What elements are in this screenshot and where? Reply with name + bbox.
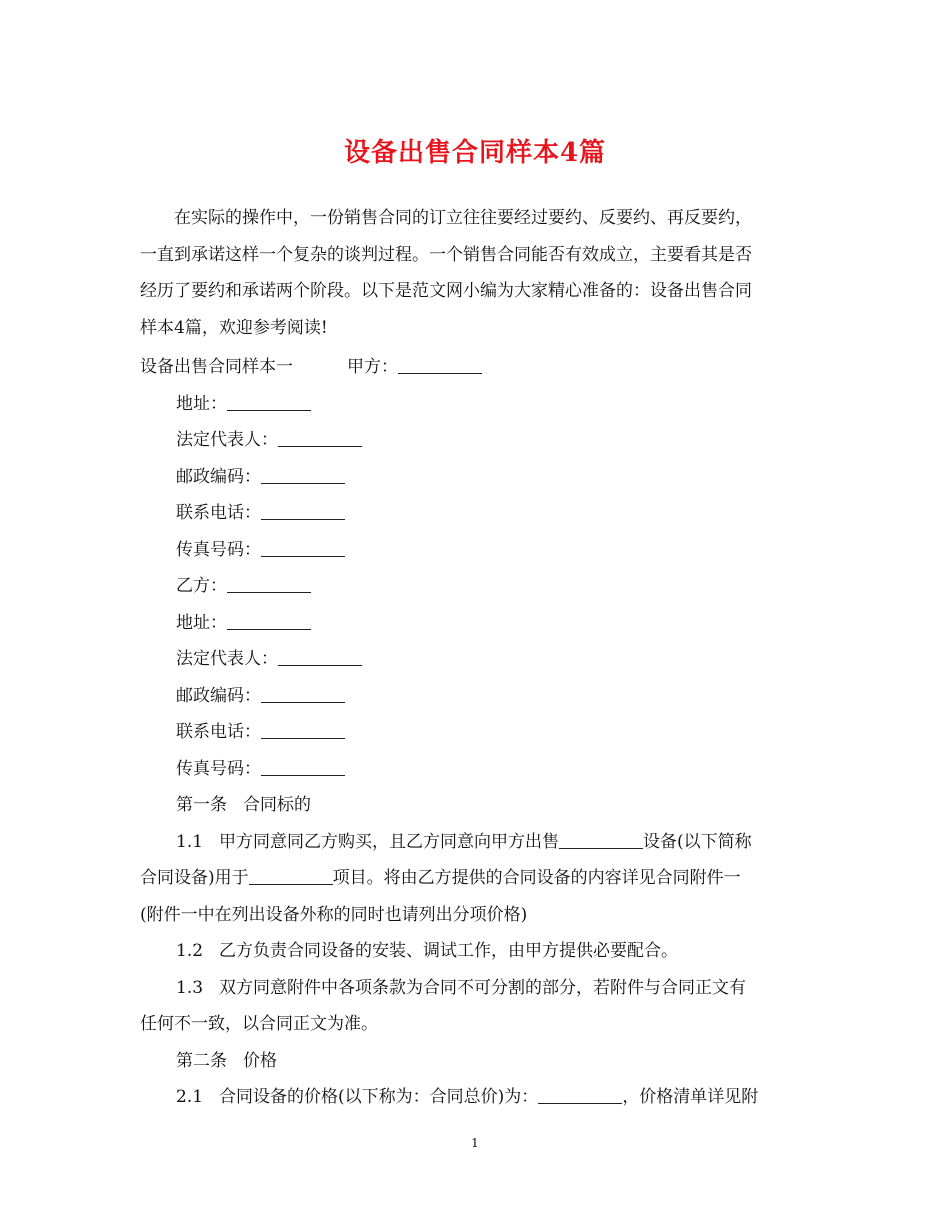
- clause-text: (附件一中在列出设备外称的同时也请列出分项价格): [140, 905, 528, 925]
- field-label: 地址：: [176, 394, 227, 414]
- blank-field[interactable]: [249, 868, 333, 885]
- intro-line: 样本4篇，欢迎参考阅读!: [140, 317, 328, 338]
- clause-number: 1.3: [176, 978, 204, 998]
- clause-text: 项目。将由乙方提供的合同设备的内容详见合同附件一: [332, 868, 741, 888]
- field-label: 地址：: [176, 613, 227, 633]
- party-a-field: [176, 429, 362, 451]
- clause-1-1-line: [176, 831, 752, 853]
- sample-heading: 设备出售合同样本一: [140, 357, 293, 377]
- blank-field[interactable]: [227, 576, 311, 593]
- clause-text: 合同设备)用于: [140, 868, 249, 888]
- clause-number: 1.2: [176, 941, 204, 961]
- clause-1-1-line: [140, 904, 527, 926]
- blank-field[interactable]: [278, 430, 362, 447]
- intro-line: 在实际的操作中，一份销售合同的订立往往要经过要约、反要约、再反要约，: [174, 208, 752, 228]
- article-2-heading: [176, 1050, 277, 1072]
- field-label: 法定代表人：: [176, 649, 278, 669]
- blank-field[interactable]: [538, 1087, 622, 1104]
- clause-text: 双方同意附件中各项条款为合同不可分割的部分，若附件与合同正文有: [219, 978, 747, 998]
- intro-line: 经历了要约和承诺两个阶段。以下是范文网小编为大家精心准备的：设备出售合同: [140, 281, 752, 301]
- clause-2-1-line: [176, 1086, 758, 1108]
- party-b-label-line: [176, 575, 311, 597]
- clause-1-3-line: [140, 1013, 378, 1035]
- field-label: 传真号码：: [176, 540, 261, 560]
- article-title: 合同标的: [243, 795, 311, 815]
- party-b-field: [176, 721, 345, 743]
- clause-text: 乙方负责合同设备的安装、调试工作，由甲方提供必要配合。: [219, 941, 679, 961]
- party-b-field: [176, 685, 345, 707]
- clause-text: 设备(以下简称: [643, 832, 752, 852]
- intro-line: 一直到承诺这样一个复杂的谈判过程。一个销售合同能否有效成立，主要看其是否: [140, 244, 752, 265]
- blank-field[interactable]: [227, 613, 311, 630]
- field-label: 联系电话：: [176, 503, 261, 523]
- party-a-field: [176, 466, 345, 488]
- blank-field[interactable]: [398, 357, 482, 374]
- clause-1-2-line: [176, 940, 678, 962]
- party-b-field: [176, 612, 311, 634]
- blank-field[interactable]: [227, 394, 311, 411]
- clause-text: 任何不一致，以合同正文为准。: [140, 1014, 378, 1034]
- field-label: 传真号码：: [176, 759, 261, 779]
- blank-field[interactable]: [278, 649, 362, 666]
- field-label: 邮政编码：: [176, 686, 261, 706]
- field-label: 邮政编码：: [176, 467, 261, 487]
- clause-number: 1.1: [176, 832, 204, 852]
- clause-text: 合同设备的价格(以下称为：合同总价)为：: [219, 1087, 539, 1107]
- party-b-field: [176, 758, 345, 780]
- clause-number: 2.1: [176, 1087, 204, 1107]
- field-label: 联系电话：: [176, 722, 261, 742]
- clause-1-3-line: [176, 977, 746, 999]
- document-title: 设备出售合同样本4篇: [343, 138, 607, 168]
- blank-field[interactable]: [261, 540, 345, 557]
- party-a-label: 甲方：: [347, 357, 398, 377]
- party-a-field: [176, 393, 311, 415]
- page-number: 1: [471, 1136, 479, 1150]
- blank-field[interactable]: [261, 759, 345, 776]
- blank-field[interactable]: [261, 686, 345, 703]
- clause-1-1-line: [140, 867, 741, 889]
- blank-field[interactable]: [261, 722, 345, 739]
- article-1-heading: [176, 794, 311, 816]
- blank-field[interactable]: [559, 832, 643, 849]
- blank-field[interactable]: [261, 467, 345, 484]
- article-number: 第一条: [176, 795, 227, 815]
- party-b-field: [176, 648, 362, 670]
- party-a-field: [176, 502, 345, 524]
- intro-paragraph: [140, 200, 810, 346]
- sample-heading-line: [140, 356, 482, 378]
- article-number: 第二条: [176, 1051, 227, 1071]
- clause-text: ，价格清单详见附: [622, 1087, 759, 1107]
- party-b-label: 乙方：: [176, 576, 227, 596]
- field-label: 法定代表人：: [176, 430, 278, 450]
- blank-field[interactable]: [261, 503, 345, 520]
- article-title: 价格: [243, 1051, 277, 1071]
- clause-text: 甲方同意同乙方购买，且乙方同意向甲方出售: [219, 832, 560, 852]
- party-a-field: [176, 539, 345, 561]
